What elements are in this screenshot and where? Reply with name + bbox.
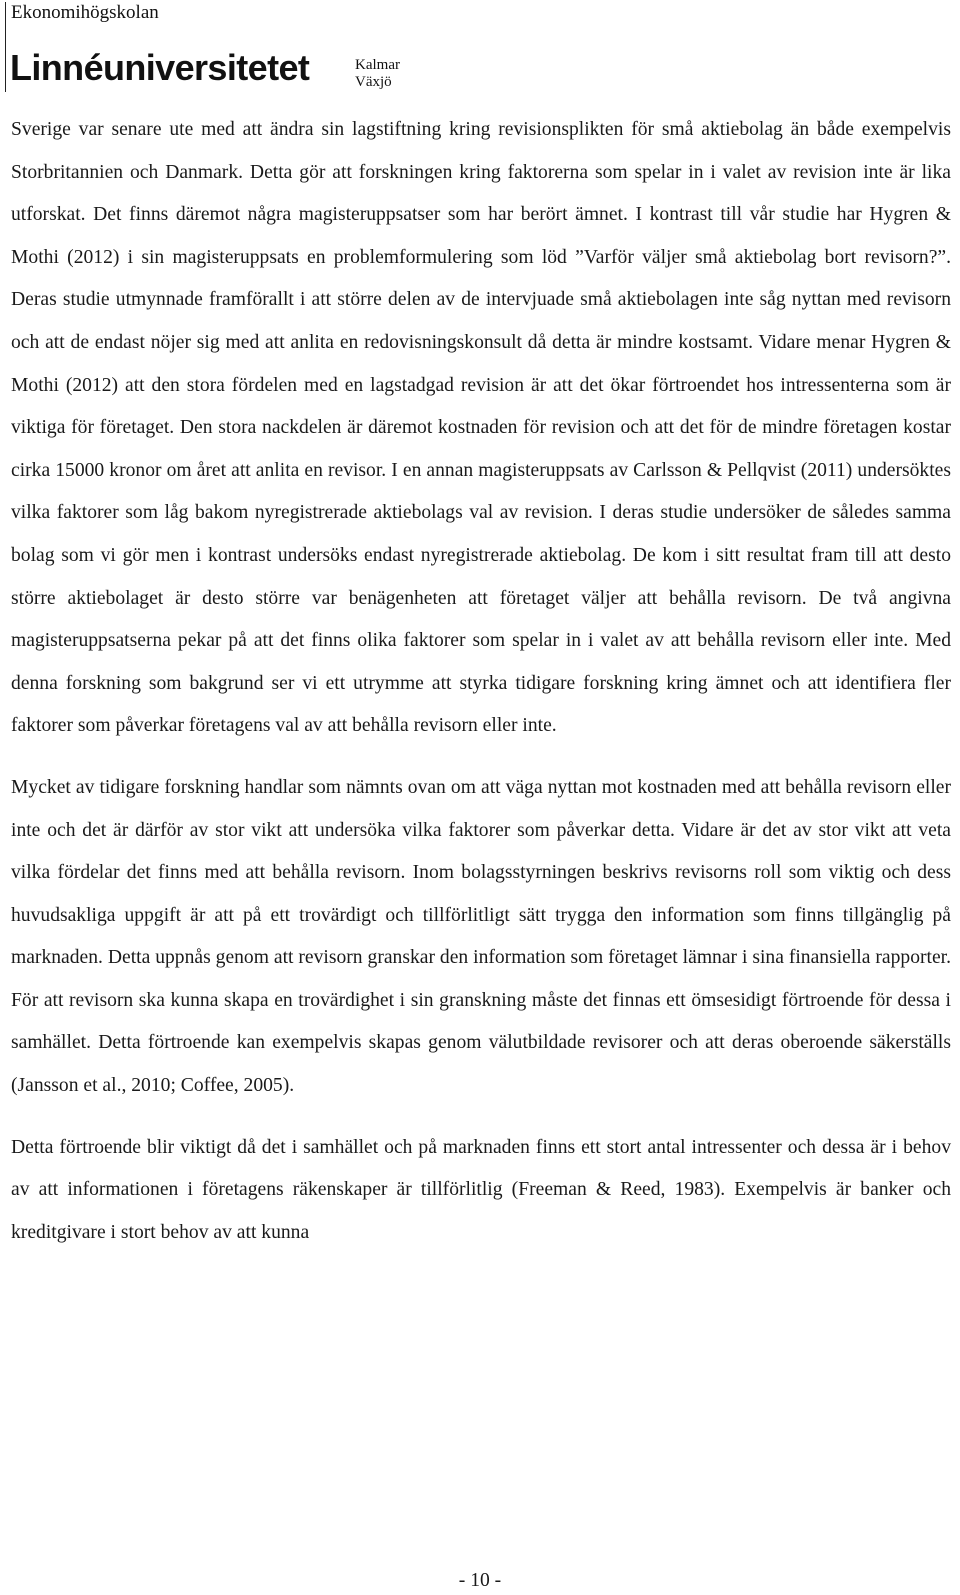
school-name: Ekonomihögskolan <box>11 2 159 23</box>
logo-wordmark: Linnéuniversitetet <box>10 47 310 88</box>
paragraph-2: Mycket av tidigare forskning handlar som nämnts ovan om att väga nyttan mot kostnaden med att behålla revisorn eller inte och det är därför av stor vikt att undersöka vilka faktorer som påverkar detta. Vidare är det av stor vikt att veta vilka fördelar det finns med att behålla revisorn. Inom bolagsstyrningen beskrivs revisorns roll som viktig och dess huvudsakliga uppgift är att på ett trovärdigt och tillförlitligt sätt trygga den information som finns tillgänglig på marknaden. Detta uppnås genom att revisorn granskar den information som företaget lämnar i sina finansiella rapporter. För att revisorn ska kunna skapa en trovärdighet i sin granskning måste det finnas ett ömsesidigt förtroende för dessa i samhället. Detta förtroende kan exempelvis skapas genom välutbildade revisorer och att deras oberoende säkerställs (Jansson et al., 2010; Coffee, 2005). <box>11 776 951 1097</box>
paragraph-3: Detta förtroende blir viktigt då det i samhället och på marknaden finns ett stort antal intressenter och dessa är i behov av att informationen i företagens räkenskaper är tillförlitlig (Freeman & Reed, 1983). Exempelvis är banker och kreditgivare i stort behov av att kunna <box>11 1136 951 1243</box>
header-divider <box>5 2 6 92</box>
page-number: - 10 - <box>458 1570 502 1591</box>
logo-city-kalmar: Kalmar <box>355 57 400 73</box>
body-text <box>11 109 951 1254</box>
paragraph-1: Sverige var senare ute med att ändra sin lagstiftning kring revisionsplikten för små aktiebolag än både exempelvis Storbritannien och Danmark. Detta gör att forskningen kring faktorerna som spelar in i valet av revision inte är lika utforskat. Det finns däremot några magisteruppsatser som har berört ämnet. I kontrast till vår studie har Hygren & Mothi (2012) i sin magisteruppsats en problemformulering som löd ”Varför väljer små aktiebolag bort revisorn?”. Deras studie utmynnade framförallt i att större delen av de intervjuade små aktiebolagen inte såg nyttan med revisorn och att de endast nöjer sig med att anlita en redovisningskonsult då detta är mindre kostsamt. Vidare menar Hygren & Mothi (2012) att den stora fördelen med en lagstadgad revision är att det ökar förtroendet hos intressenterna som är viktiga för företaget. Den stora nackdelen är däremot kostnaden för revision och att det för de mindre företagen kostar cirka 15000 kronor om året att anlita en revisor. I en annan magisteruppsats av Carlsson & Pellqvist (2011) undersöktes vilka faktorer som låg bakom nyregistrerade aktiebolags val av revision. I deras studie undersöker de således samma bolag som vi gör men i kontrast undersöks endast nyregistrerade aktiebolag. De kom i sitt resultat fram till att desto större aktiebolaget är desto större var benägenheten att företaget väljer att behålla revisorn. De två angivna magisteruppsatserna pekar på att det finns olika faktorer som spelar in i valet av att behålla revisorn eller inte. Med denna forskning som bakgrund ser vi ett utrymme att styrka tidigare forskning kring ämnet och att identifiera fler faktorer som påverkar företagens val av att behålla revisorn eller inte. <box>11 119 951 737</box>
page-header <box>0 0 960 100</box>
logo-city-vaxjo: Växjö <box>355 74 392 90</box>
